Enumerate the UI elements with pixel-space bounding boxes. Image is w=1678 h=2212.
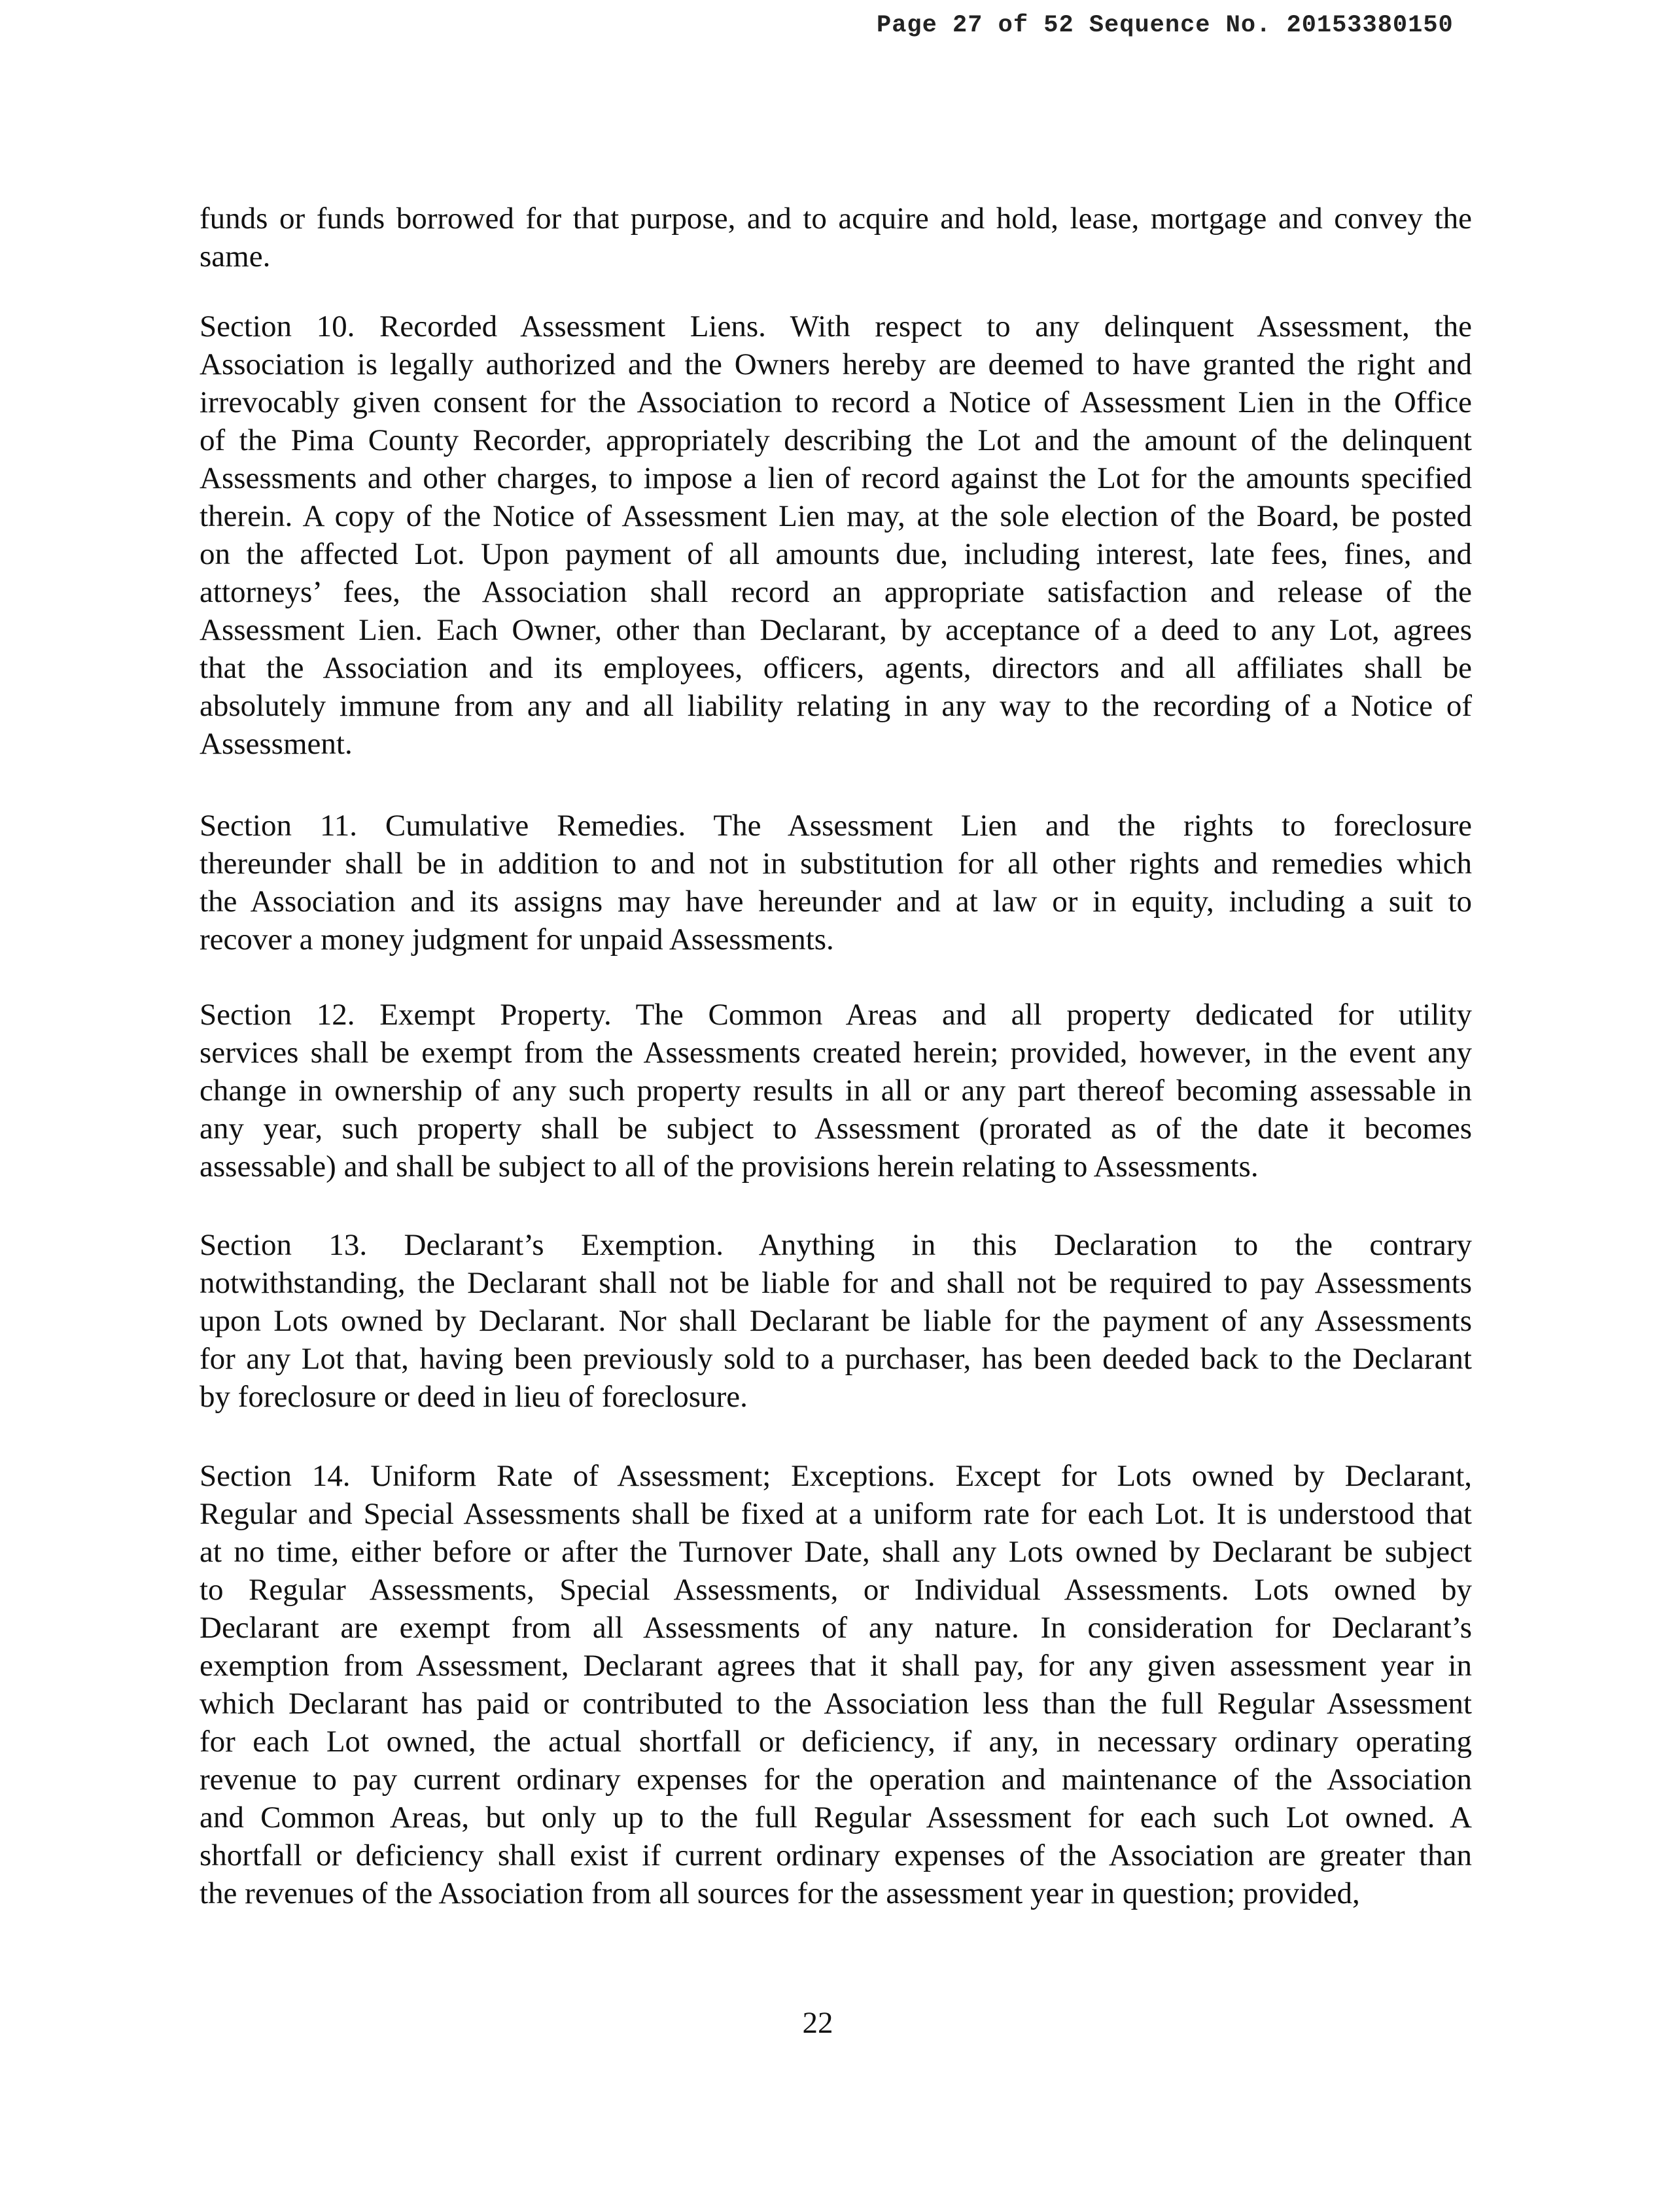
text-line: of the Pima County Recorder, appropriately describing the Lot and the amount of the delinquent <box>200 423 1472 457</box>
text-line: the Association and its assigns may have hereunder and at law or in equity, including a suit to <box>200 885 1472 919</box>
text-line: recover a money judgment for unpaid Assessments. <box>200 922 834 957</box>
text-line: funds or funds borrowed for that purpose, and to acquire and hold, lease, mortgage and convey the <box>200 202 1472 236</box>
text-line: Section 14. Uniform Rate of Assessment; Exceptions. Except for Lots owned by Declarant, <box>200 1459 1472 1493</box>
paragraph-continuation <box>200 200 1472 275</box>
text-line: upon Lots owned by Declarant. Nor shall Declarant be liable for the payment of any Assessments <box>200 1304 1472 1338</box>
text-line: Section 10. Recorded Assessment Liens. With respect to any delinquent Assessment, the <box>200 309 1472 343</box>
text-line: irrevocably given consent for the Association to record a Notice of Assessment Lien in the Office <box>200 385 1472 419</box>
page-number: 22 <box>802 2006 833 2040</box>
text-line: Association is legally authorized and the Owners hereby are deemed to have granted the right and <box>200 347 1472 381</box>
text-line: exemption from Assessment, Declarant agrees that it shall pay, for any given assessment year in <box>200 1649 1472 1683</box>
text-line: for any Lot that, having been previously sold to a purchaser, has been deeded back to the Declarant <box>200 1342 1472 1376</box>
page-header-sequence: Page 27 of 52 Sequence No. 20153380150 <box>877 12 1454 39</box>
text-line: Section 13. Declarant’s Exemption. Anything in this Declaration to the contrary <box>200 1228 1472 1262</box>
text-line: to Regular Assessments, Special Assessments, or Individual Assessments. Lots owned by <box>200 1573 1472 1607</box>
text-line: assessable) and shall be subject to all of the provisions herein relating to Assessments. <box>200 1150 1259 1184</box>
text-line: which Declarant has paid or contributed to the Association less than the full Regular Assessment <box>200 1687 1472 1721</box>
text-line: therein. A copy of the Notice of Assessment Lien may, at the sole election of the Board, be posted <box>200 499 1472 533</box>
text-line: thereunder shall be in addition to and not in substitution for all other rights and remedies which <box>200 847 1472 881</box>
text-line: for each Lot owned, the actual shortfall or deficiency, if any, in necessary ordinary operating <box>200 1725 1472 1759</box>
text-line: on the affected Lot. Upon payment of all amounts due, including interest, late fees, fines, and <box>200 537 1472 571</box>
section-13-declarants-exemption <box>200 1226 1472 1416</box>
section-12-exempt-property <box>200 996 1472 1185</box>
text-line: Regular and Special Assessments shall be fixed at a uniform rate for each Lot. It is understood that <box>200 1497 1472 1531</box>
text-line: Section 11. Cumulative Remedies. The Assessment Lien and the rights to foreclosure <box>200 809 1472 843</box>
section-10-recorded-assessment-liens <box>200 307 1472 763</box>
section-14-uniform-rate <box>200 1457 1472 1912</box>
text-line: Assessment Lien. Each Owner, other than Declarant, by acceptance of a deed to any Lot, agrees <box>200 613 1472 647</box>
section-11-cumulative-remedies <box>200 807 1472 958</box>
text-line: Assessments and other charges, to impose a lien of record against the Lot for the amounts specified <box>200 461 1472 495</box>
text-line: revenue to pay current ordinary expenses for the operation and maintenance of the Association <box>200 1763 1472 1797</box>
text-line: any year, such property shall be subject to Assessment (prorated as of the date it becomes <box>200 1112 1472 1146</box>
text-line: Section 12. Exempt Property. The Common Areas and all property dedicated for utility <box>200 998 1472 1032</box>
text-line: Assessment. <box>200 727 353 761</box>
text-line: services shall be exempt from the Assessments created herein; provided, however, in the event any <box>200 1036 1472 1070</box>
text-line: same. <box>200 239 271 273</box>
text-line: at no time, either before or after the Turnover Date, shall any Lots owned by Declarant be subject <box>200 1535 1472 1569</box>
text-line: Declarant are exempt from all Assessments of any nature. In consideration for Declarant’s <box>200 1611 1472 1645</box>
text-line: notwithstanding, the Declarant shall not be liable for and shall not be required to pay Assessments <box>200 1266 1472 1300</box>
text-line: attorneys’ fees, the Association shall record an appropriate satisfaction and release of the <box>200 575 1472 609</box>
text-line: that the Association and its employees, officers, agents, directors and all affiliates shall be <box>200 651 1472 685</box>
text-line: absolutely immune from any and all liability relating in any way to the recording of a Notice of <box>200 689 1472 723</box>
text-line: the revenues of the Association from all sources for the assessment year in question; provided, <box>200 1876 1360 1910</box>
text-line: shortfall or deficiency shall exist if current ordinary expenses of the Association are greater than <box>200 1838 1472 1872</box>
text-line: and Common Areas, but only up to the full Regular Assessment for each such Lot owned. A <box>200 1800 1472 1835</box>
text-line: by foreclosure or deed in lieu of foreclosure. <box>200 1380 748 1414</box>
text-line: change in ownership of any such property results in all or any part thereof becoming assessable in <box>200 1074 1472 1108</box>
